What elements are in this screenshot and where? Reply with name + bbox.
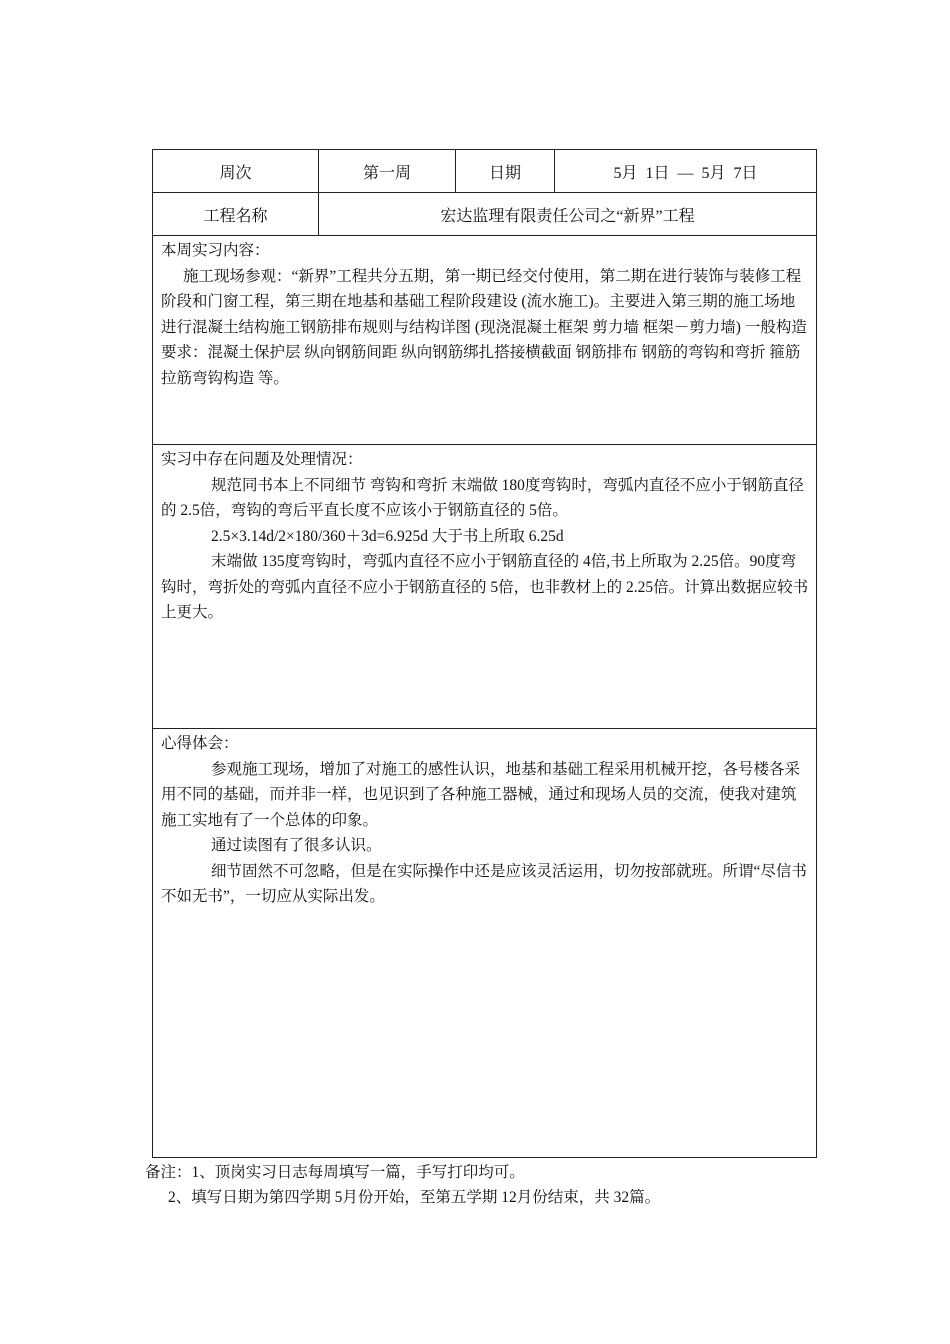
table-row-divider xyxy=(152,444,817,445)
reflection-section xyxy=(161,731,809,910)
table-row-divider xyxy=(152,728,817,729)
reflection-paragraph: 细节固然不可忽略，但是在实际操作中还是应该灵活运用，切勿按部就班。所谓“尽信书不如无书”，一切应从实际出发。 xyxy=(161,862,807,905)
table-border-right xyxy=(816,149,817,1158)
section-title: 实习中存在问题及处理情况： xyxy=(161,451,363,468)
reflection-paragraph: 参观施工现场，增加了对施工的感性认识，地基和基础工程采用机械开挖，各号楼各采用不同的基础，而并非一样，也见识到了各种施工器械，通过和现场人员的交流，使我对建筑施工实地有了一个总体的印象。 xyxy=(161,760,801,829)
table-border-bottom xyxy=(152,1157,817,1158)
problem-paragraph: 末端做 135度弯钩时，弯弧内直径不应小于钢筋直径的 4倍,书上所取为 2.25倍。90度弯钩时，弯折处的弯弧内直径不应小于钢筋直径的 5倍，也非教材上的 2.25倍。计算出数据应较书上更大。 xyxy=(161,553,809,621)
note-line-2: 2、填写日期为第四学期 5月份开始，至第五学期 12月份结束，共 32篇。 xyxy=(168,1189,661,1206)
date-value: 5月 1日 — 5月 7日 xyxy=(613,164,758,182)
project-label: 工程名称 xyxy=(203,207,268,225)
note-line-1: 备注：1、顶岗实习日志每周填写一篇，手写打印均可。 xyxy=(145,1164,525,1181)
date-label: 日期 xyxy=(488,164,521,182)
formula-line: 2.5×3.14d/2×180/360＋3d=6.925d 大于书上所取 6.25d xyxy=(211,527,564,545)
project-value: 宏达监理有限责任公司之“新界”工程 xyxy=(440,207,695,225)
problems-section xyxy=(161,447,809,626)
table-border-left xyxy=(152,149,153,1158)
section-title: 心得体会： xyxy=(161,735,239,752)
section-title: 本周实习内容： xyxy=(161,242,270,259)
problem-paragraph: 规范同书本上不同细节 弯钩和弯折 末端做 180度弯钩时，弯弧内直径不应小于钢筋直径的 2.5倍，弯钩的弯后平直长度不应该小于钢筋直径的 5倍。 xyxy=(161,476,804,519)
content-paragraph: 施工现场参观：“新界”工程共分五期，第一期已经交付使用，第二期在进行装饰与装修工程阶段和门窗工程，第三期在地基和基础工程阶段建设 (流水施工)。主要进入第三期的施工场地进行混凝土结构施工钢筋排布规则与结构详图 (现浇混凝土框架 剪力墙 框架－剪力墙) 一般构造要求：混凝土保护层 纵向钢筋间距 纵向钢筋绑扎搭接横截面 钢筋排布 钢筋的弯钩和弯折 箍筋 拉筋弯钩构造 等。 xyxy=(161,267,807,387)
weekly-content-section xyxy=(161,238,809,391)
week-label: 周次 xyxy=(219,164,252,182)
reflection-paragraph: 通过读图有了很多认识。 xyxy=(211,837,382,854)
table-row-divider xyxy=(152,235,817,236)
week-value: 第一周 xyxy=(362,164,411,182)
